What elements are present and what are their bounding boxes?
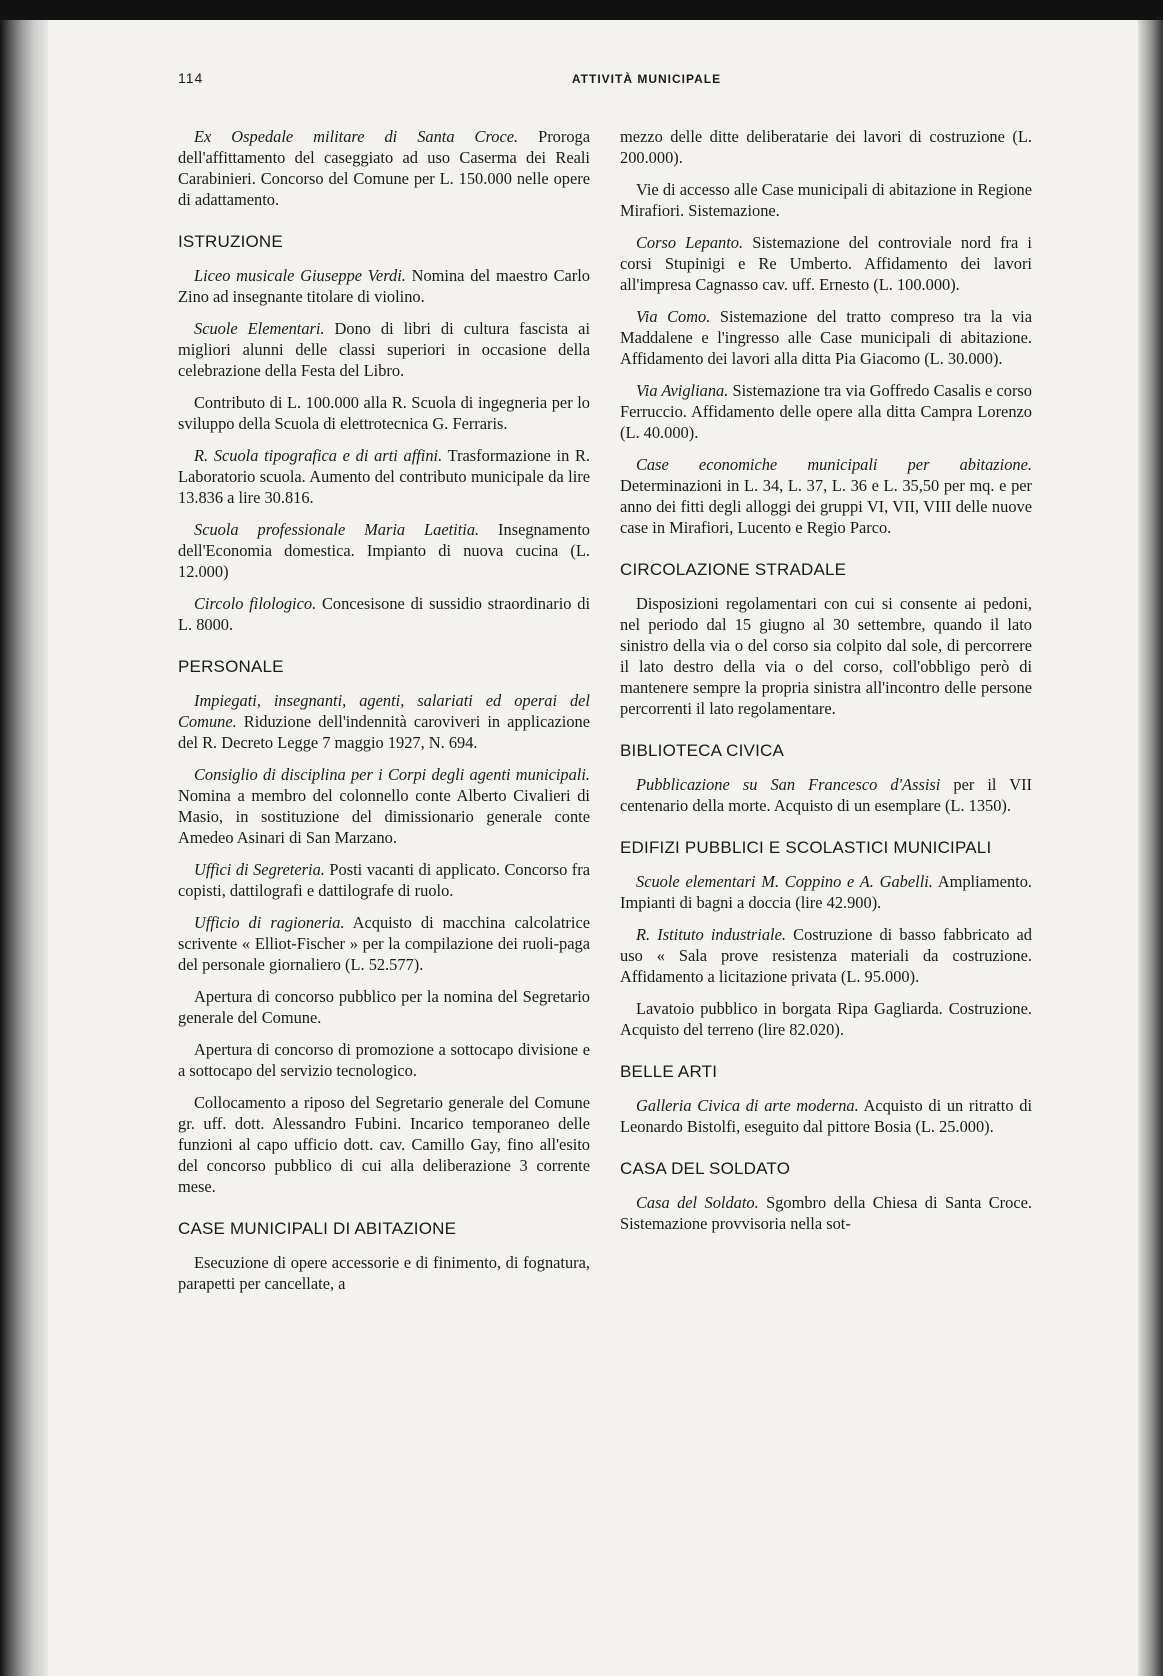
paragraph-text: Determinazioni in L. 34, L. 37, L. 36 e L. 35,50 per mq. e per anno dei fitti degli alloggi dei gruppi VI, VII, VIII delle nuove case in Mirafiori, Lucento e Regio Parco.	[620, 476, 1032, 537]
paragraph-text: Insegnamento dell'Economia domestica. Impianto di nuova cucina (L. 12.000)	[178, 520, 590, 581]
paragraph-lead: Uffici di Segreteria.	[194, 860, 325, 879]
paragraph-lead: Scuola professionale Maria Laetitia.	[194, 520, 480, 539]
paragraph-text: Dono di libri di cultura fascista ai migliori alunni delle classi superiori in occasione della celebrazione della Festa del Libro.	[178, 319, 590, 380]
paragraph-lead: Ex Ospedale militare di Santa Croce.	[194, 127, 519, 146]
paragraph	[178, 764, 590, 848]
section-heading: CIRCOLAZIONE STRADALE	[620, 560, 847, 579]
paragraph	[178, 912, 590, 975]
paragraph	[620, 924, 1032, 987]
paragraph-text: Apertura di concorso pubblico per la nomina del Segretario generale del Comune.	[178, 987, 590, 1027]
paragraph-lead: Casa del Soldato.	[636, 1193, 759, 1212]
paragraph-lead: Via Como.	[636, 307, 711, 326]
paragraph-text: Lavatoio pubblico in borgata Ripa Gagliarda. Costruzione. Acquisto del terreno (lire 82.020).	[620, 999, 1032, 1039]
paragraph-text: Posti vacanti di applicato. Concorso fra copisti, dattilografi e dattilografe di ruolo.	[178, 860, 590, 900]
paragraph-lead: Liceo musicale Giuseppe Verdi.	[194, 266, 406, 285]
paragraph-text: Concesisone di sussidio straordinario di L. 8000.	[178, 594, 590, 634]
paragraph-text: Nomina a membro del colonnello conte Alberto Civalieri di Masio, in sostituzione del dimissionario generale conte Amedeo Asinari di San Marzano.	[178, 786, 590, 847]
paragraph-text: Sistemazione tra via Goffredo Casalis e corso Ferruccio. Affidamento delle opere alla ditta Campra Lorenzo (L. 40.000).	[620, 381, 1032, 442]
paragraph-text: Ampliamento. Impianti di bagni a doccia (lire 42.900).	[620, 872, 1032, 912]
paragraph-text: Costruzione di basso fabbricato ad uso « Sala prove resistenza materiali da costruzione. Affidamento a licitazione privata (L. 95.000).	[620, 925, 1033, 986]
paragraph	[178, 318, 590, 381]
paragraph	[620, 126, 1032, 168]
section-heading: BELLE ARTI	[620, 1062, 718, 1081]
paragraph-text: Trasformazione in R. Laboratorio scuola. Aumento del contributo municipale da lire 13.836 a lire 30.816.	[178, 446, 590, 507]
paragraph-lead: Galleria Civica di arte moderna.	[636, 1096, 859, 1115]
section-heading: EDIFIZI PUBBLICI E SCOLASTICI MUNICIPALI	[620, 838, 992, 857]
paragraph	[178, 126, 590, 210]
paragraph	[178, 392, 590, 434]
page-edge-shadow	[1138, 20, 1163, 1676]
paragraph	[178, 519, 590, 582]
paragraph-text: Riduzione dell'indennità caroviveri in applicazione del R. Decreto Legge 7 maggio 1927, N. 694.	[178, 712, 590, 752]
paragraph-text: Acquisto di un ritratto di Leonardo Bistolfi, eseguito dal pittore Bosia (L. 25.000).	[620, 1096, 1032, 1136]
running-head	[178, 70, 1115, 90]
paragraph-lead: Ufficio di ragioneria.	[194, 913, 345, 932]
paragraph	[178, 1039, 590, 1081]
book-spine-shadow	[0, 20, 48, 1676]
paragraph-lead: Case economiche municipali per abitazione.	[636, 455, 1032, 474]
paragraph	[620, 998, 1032, 1040]
paragraph	[620, 179, 1032, 221]
section-heading: CASE MUNICIPALI DI ABITAZIONE	[178, 1219, 457, 1238]
paragraph-text: Sgombro della Chiesa di Santa Croce. Sistemazione provvisoria nella sot-	[620, 1193, 1032, 1233]
paragraph	[178, 859, 590, 901]
paragraph-text: Acquisto di macchina calcolatrice scrivente « Elliot-Fischer » per la compilazione dei ruoli-paga del personale giornaliero (L. 52.577).	[178, 913, 590, 974]
paragraph-text: Esecuzione di opere accessorie e di finimento, di fognatura, parapetti per cancellate, a	[178, 1253, 590, 1293]
paragraph-text: Sistemazione del controviale nord fra i corsi Stupinigi e Re Umberto. Affidamento dei lavori all'impresa Cagnasso cav. uff. Ernesto (L. 100.000).	[620, 233, 1032, 294]
section-heading: PERSONALE	[178, 657, 284, 676]
left-column	[178, 126, 590, 1305]
paragraph	[620, 232, 1032, 295]
paragraph	[178, 265, 590, 307]
paragraph	[620, 774, 1032, 816]
scan-top-edge	[0, 0, 1163, 20]
running-title: ATTIVITÀ MUNICIPALE	[571, 72, 722, 86]
paragraph-lead: Impiegati, insegnanti, agenti, salariati ed operai del Comune.	[178, 691, 590, 731]
paragraph	[620, 454, 1032, 538]
paragraph-lead: R. Istituto industriale.	[636, 925, 786, 944]
paragraph-lead: Consiglio di disciplina per i Corpi degli agenti municipali.	[194, 765, 590, 784]
paragraph	[620, 593, 1032, 719]
paragraph	[178, 986, 590, 1028]
paragraph	[620, 306, 1032, 369]
paragraph	[620, 871, 1032, 913]
paragraph-text: per il VII centenario della morte. Acquisto di un esemplare (L. 1350).	[620, 775, 1032, 815]
paragraph-lead: Corso Lepanto.	[636, 233, 744, 252]
paragraph	[620, 1095, 1032, 1137]
paragraph-text: Collocamento a riposo del Segretario generale del Comune gr. uff. dott. Alessandro Fubini. Incarico temporaneo delle funzioni al capo ufficio dott. cav. Camillo Gay, fino all'esito del concorso pubblico di cui alla deliberazione 3 corrente mese.	[178, 1093, 590, 1196]
page-number: 114	[178, 70, 204, 86]
paragraph-lead: Pubblicazione su San Francesco d'Assisi	[636, 775, 941, 794]
paragraph	[178, 593, 590, 635]
paragraph	[178, 690, 590, 753]
paragraph-lead: Circolo filologico.	[194, 594, 317, 613]
paragraph-lead: Via Avigliana.	[636, 381, 729, 400]
paragraph-text: Disposizioni regolamentari con cui si consente ai pedoni, nel periodo dal 15 giugno al 30 settembre, quando il lato sinistro della via o del corso sia colpito dal sole, di percorrere il lato destro della via o del corso, coll'obbligo però di mantenere sempre la propria sinistra all'incontro delle persone percorrenti il lato regolamentare.	[620, 594, 1032, 718]
paragraph-text: mezzo delle ditte deliberatarie dei lavori di costruzione (L. 200.000).	[620, 127, 1032, 167]
section-heading: ISTRUZIONE	[178, 232, 283, 251]
right-column	[620, 126, 1032, 1245]
paragraph	[178, 1252, 590, 1294]
paragraph-text: Proroga dell'affittamento del caseggiato ad uso Caserma dei Reali Carabinieri. Concorso del Comune per L. 150.000 nelle opere di adattamento.	[178, 127, 590, 209]
paragraph-text: Apertura di concorso di promozione a sottocapo divisione e a sottocapo del servizio tecnologico.	[178, 1040, 590, 1080]
paragraph-lead: R. Scuola tipografica e di arti affini.	[194, 446, 443, 465]
paragraph-text: Sistemazione del tratto compreso tra la via Maddalene e l'ingresso alle Case municipali di abitazione. Affidamento dei lavori alla ditta Pia Giacomo (L. 30.000).	[620, 307, 1032, 368]
paragraph	[178, 1092, 590, 1197]
paragraph-text: Nomina del maestro Carlo Zino ad insegnante titolare di violino.	[178, 266, 590, 306]
paragraph-text: Vie di accesso alle Case municipali di abitazione in Regione Mirafiori. Sistemazione.	[620, 180, 1032, 220]
section-heading: BIBLIOTECA CIVICA	[620, 741, 785, 760]
paragraph-lead: Scuole elementari M. Coppino e A. Gabelli.	[636, 872, 933, 891]
paragraph-lead: Scuole Elementari.	[194, 319, 325, 338]
paragraph-text: Contributo di L. 100.000 alla R. Scuola di ingegneria per lo sviluppo della Scuola di elettrotecnica G. Ferraris.	[178, 393, 590, 433]
section-heading: CASA DEL SOLDATO	[620, 1159, 791, 1178]
paragraph	[620, 1192, 1032, 1234]
paragraph	[620, 380, 1032, 443]
paragraph	[178, 445, 590, 508]
